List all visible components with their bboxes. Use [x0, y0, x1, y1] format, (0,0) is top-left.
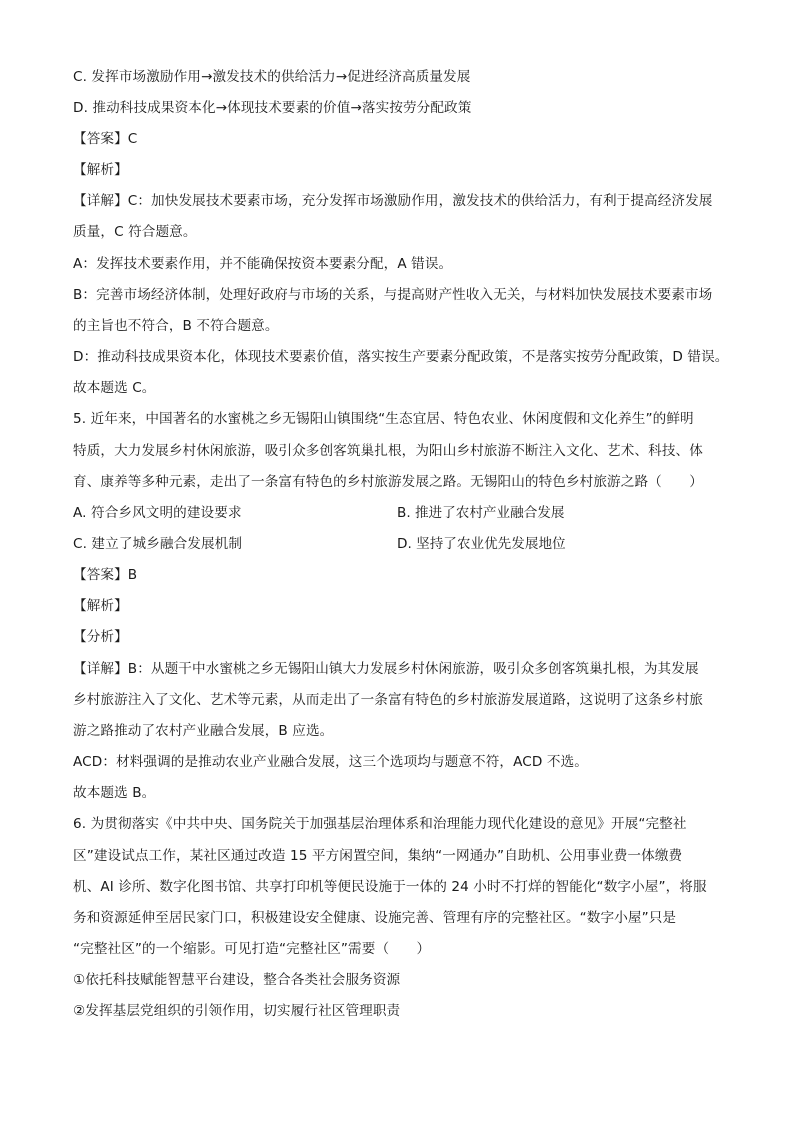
detail-line: 【详解】B：从题干中水蜜桃之乡无锡阳山镇大力发展乡村休闲旅游，吸引众多创客筑巢扎根，为其发展 [73, 661, 699, 677]
answer-q4: 【答案】C [73, 131, 138, 147]
conclusion-q4: 故本题选 C。 [73, 380, 156, 396]
detail-line: B：完善市场经济体制，处理好政府与市场的关系，与提高财产性收入无关，与材料加快发展技术要素市场 [73, 287, 713, 303]
question-5-text: 育、康养等多种元素，走出了一条富有特色的乡村旅游发展之路。无锡阳山的特色乡村旅游之路（ ） [73, 474, 703, 490]
detail-line: 的主旨也不符合，B 不符合题意。 [73, 318, 279, 334]
detail-line: 质量，C 符合题意。 [73, 224, 197, 240]
question-6-text: 机、AI 诊所、数字化图书馆、共享打印机等便民设施于一体的 24 小时不打烊的智能化“数字小屋”，将服 [73, 879, 707, 895]
question-6-text: 区”建设试点工作，某社区通过改造 15 平方闲置空间，集纳“一网通办”自助机、公用事业费一体缴费 [73, 848, 683, 864]
option-d-q5: D. 坚持了农业优先发展地位 [397, 536, 566, 552]
question-5-text: 特质，大力发展乡村休闲旅游，吸引众多创客筑巢扎根，为阳山乡村旅游不断注入文化、艺术、科技、体 [73, 443, 703, 459]
option-d-q4: D. 推动科技成果资本化→体现技术要素的价值→落实按劳分配政策 [73, 100, 472, 116]
analysis-heading-q5: 【解析】 [73, 598, 128, 614]
question-6-text: “完整社区”的一个缩影。可见打造“完整社区”需要（ ） [73, 941, 431, 957]
question-6-text: 务和资源延伸至居民家门口，积极建设安全健康、设施完善、管理有序的完整社区。“数字小屋”只是 [73, 910, 677, 926]
detail-line: A：发挥技术要素作用，并不能确保按资本要素分配，A 错误。 [73, 256, 453, 272]
detail-line: 游之路推动了农村产业融合发展，B 应选。 [73, 723, 334, 739]
conclusion-q5: 故本题选 B。 [73, 785, 156, 801]
analysis-subheading-q5: 【分析】 [73, 629, 128, 645]
option-c-q5: C. 建立了城乡融合发展机制 [73, 536, 243, 552]
statement-2-q6: ②发挥基层党组织的引领作用，切实履行社区管理职责 [73, 1003, 401, 1019]
analysis-heading-q4: 【解析】 [73, 162, 128, 178]
question-6-text: 6. 为贯彻落实《中共中央、国务院关于加强基层治理体系和治理能力现代化建设的意见》开展“完整社 [73, 816, 687, 832]
detail-line: 乡村旅游注入了文化、艺术等元素，从而走出了一条富有特色的乡村旅游发展道路，这说明了这条乡村旅 [73, 692, 703, 708]
option-a-q5: A. 符合乡风文明的建设要求 [73, 505, 242, 521]
detail-line: ACD：材料强调的是推动农业产业融合发展，这三个选项均与题意不符，ACD 不选。 [73, 754, 588, 770]
question-5-text: 5. 近年来，中国著名的水蜜桃之乡无锡阳山镇围绕“生态宜居、特色农业、休闲度假和文化养生”的鲜明 [73, 411, 694, 427]
detail-line: D：推动科技成果资本化，体现技术要素价值，落实按生产要素分配政策，不是落实按劳分配政策，D 错误。 [73, 349, 729, 365]
option-b-q5: B. 推进了农村产业融合发展 [397, 505, 565, 521]
detail-line: 【详解】C：加快发展技术要素市场，充分发挥市场激励作用，激发技术的供给活力，有利于提高经济发展 [73, 193, 713, 209]
statement-1-q6: ①依托科技赋能智慧平台建设，整合各类社会服务资源 [73, 972, 401, 988]
option-c-q4: C. 发挥市场激励作用→激发技术的供给活力→促进经济高质量发展 [73, 69, 471, 85]
answer-q5: 【答案】B [73, 567, 138, 583]
